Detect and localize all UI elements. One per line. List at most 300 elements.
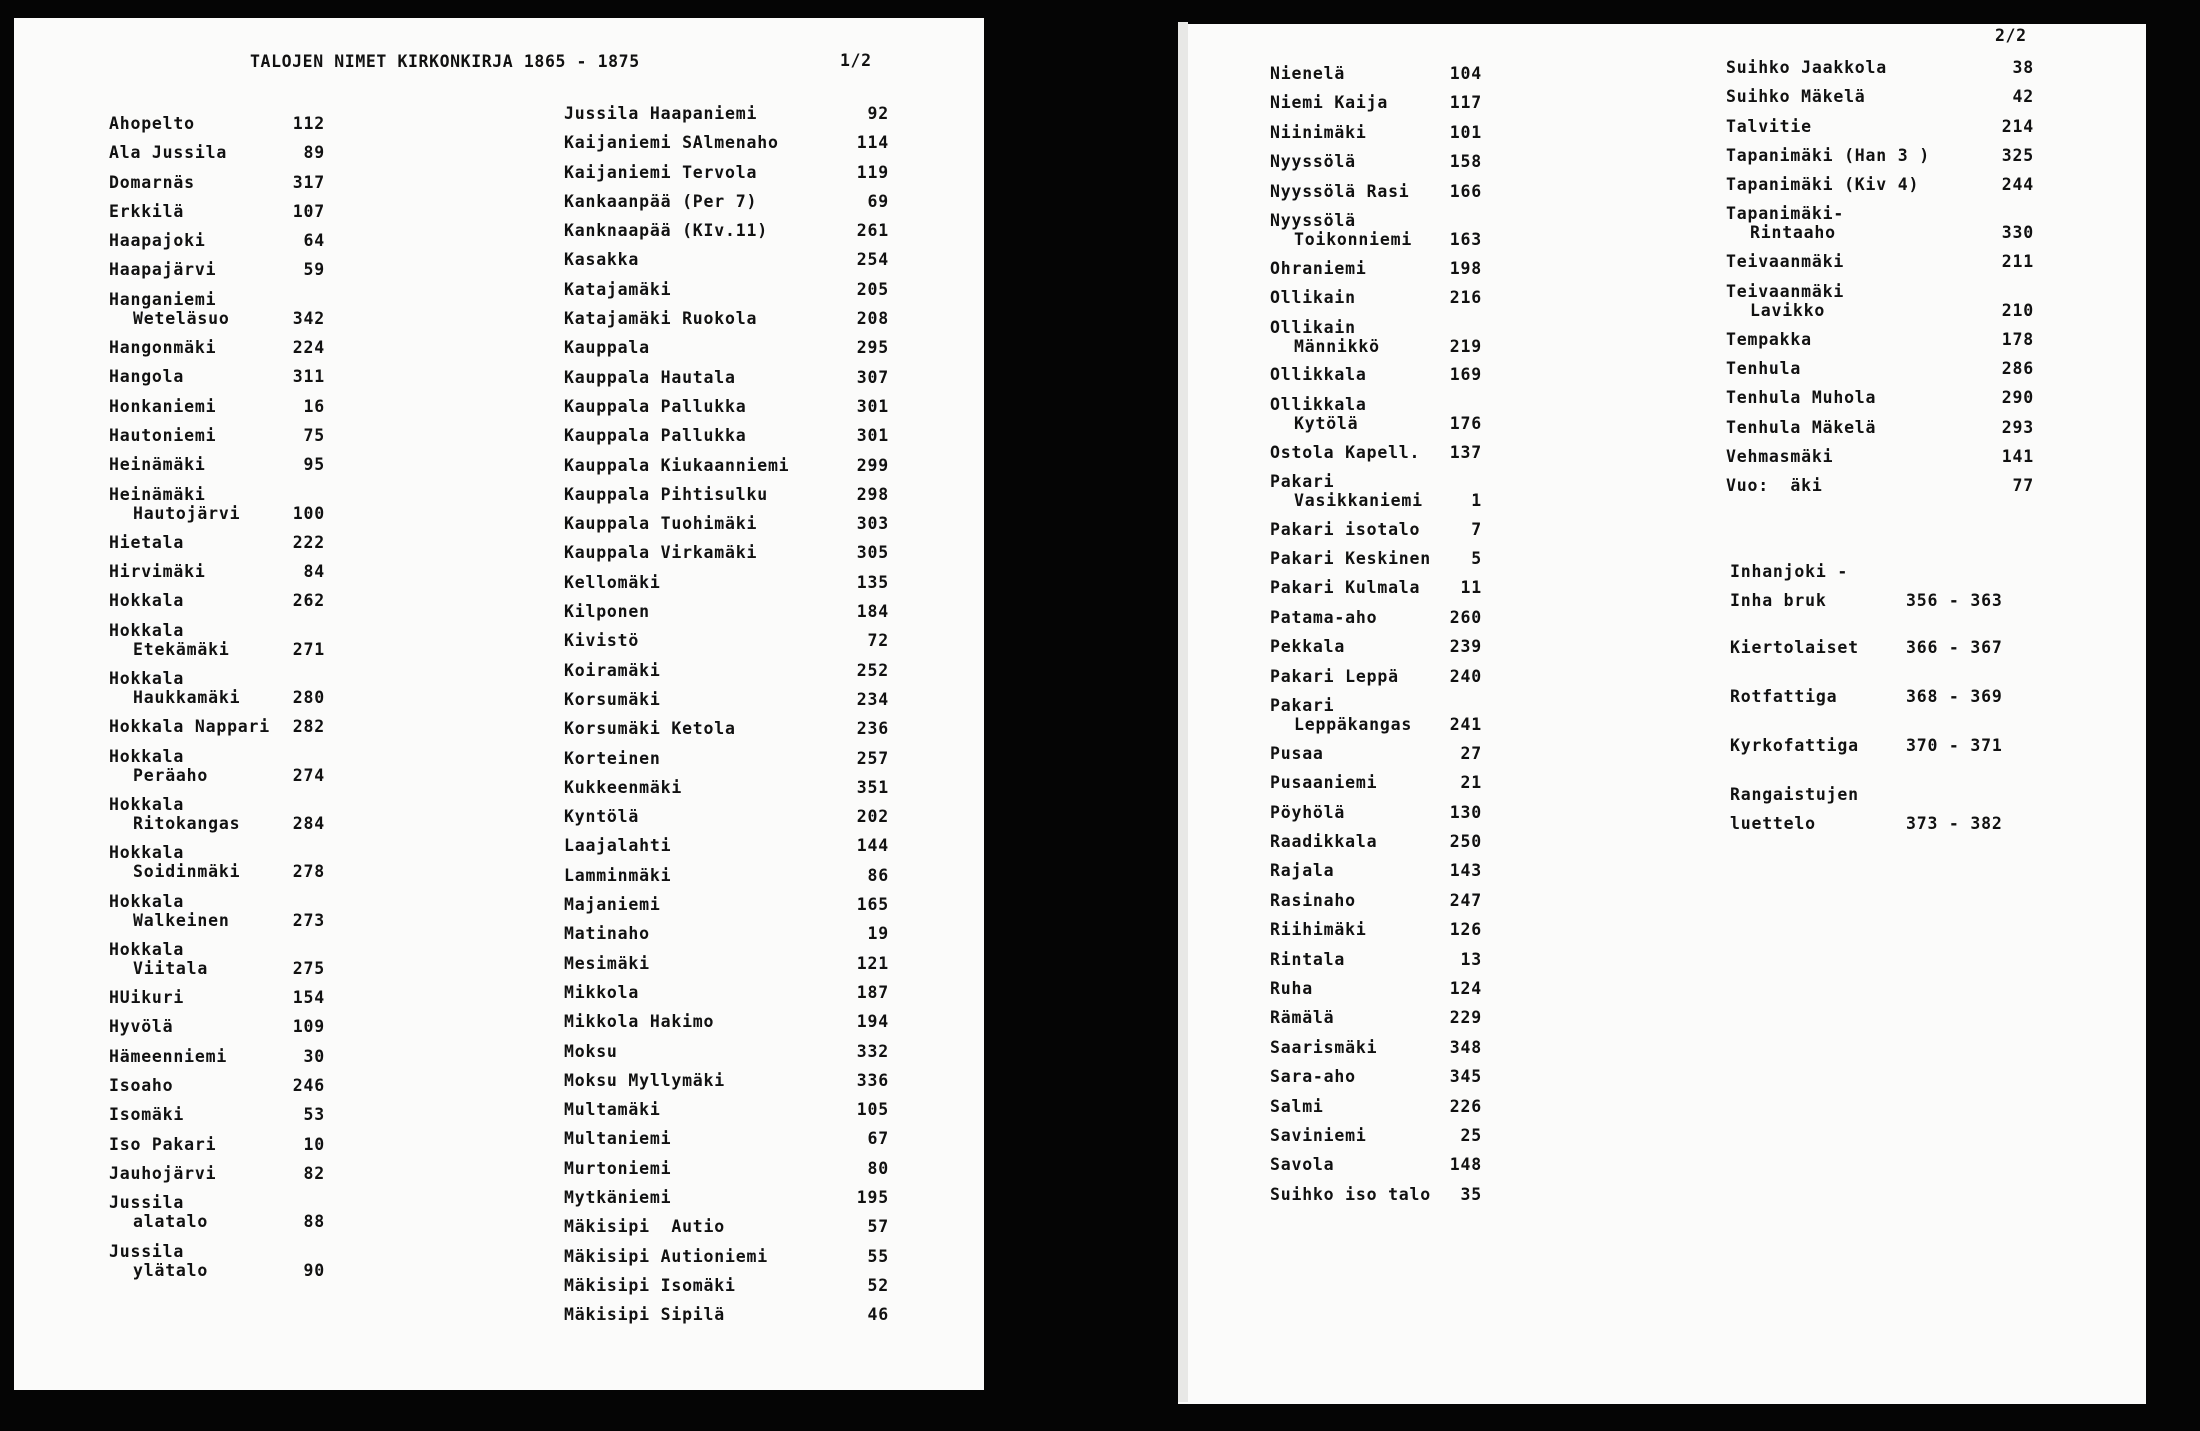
register-name: Rotfattiga: [1730, 687, 1838, 706]
document-page-1: [14, 18, 984, 1390]
page-ref: 124: [1449, 978, 1482, 998]
house-name: Katajamäki: [564, 279, 672, 299]
house-name-line-2: Vasikkaniemi: [1294, 490, 1423, 510]
register-name: Kiertolaiset: [1730, 638, 1859, 657]
list-item: [564, 514, 889, 533]
register-name-line-2: luettelo: [1730, 814, 1816, 833]
list-item: [564, 485, 889, 504]
list-item: [109, 892, 325, 930]
house-name: Hämeenniemi: [109, 1046, 228, 1066]
house-name: Kellomäki: [564, 572, 661, 592]
list-item: [564, 1247, 889, 1266]
list-item: [564, 1071, 889, 1090]
house-name: Pusaa: [1270, 743, 1324, 763]
list-item: [1726, 58, 2034, 77]
register-name-line-2: Inha bruk: [1730, 591, 1827, 610]
list-item: [109, 669, 325, 707]
page-ref: 184: [856, 602, 889, 622]
house-name-line-2: ylätalo: [133, 1260, 209, 1280]
page-ref: 178: [2001, 329, 2034, 349]
list-item: [564, 661, 889, 680]
house-list-column-1: [109, 114, 325, 1290]
house-name-line-2: Weteläsuo: [133, 308, 230, 328]
list-item: [1726, 388, 2034, 407]
house-name: Rasinaho: [1270, 890, 1356, 910]
list-item: [1270, 803, 1482, 822]
page-ref: 25: [1460, 1125, 1482, 1145]
page-ref: 246: [292, 1076, 325, 1096]
house-name: Tenhula Muhola: [1726, 388, 1877, 408]
list-item: [1726, 175, 2034, 194]
house-name: Hirvimäki: [109, 562, 206, 582]
page-ref: 67: [867, 1129, 889, 1149]
page-ref: 244: [2001, 175, 2034, 195]
list-item: [564, 1129, 889, 1148]
page-ref: 16: [303, 396, 325, 416]
house-name: Hangola: [109, 367, 185, 387]
house-name: Hokkala: [109, 620, 185, 640]
list-item: [109, 747, 325, 785]
house-name: Jussila: [109, 1241, 185, 1261]
house-name: Teivaanmäki: [1726, 281, 1845, 301]
house-name-line-2: Ritokangas: [133, 813, 241, 833]
list-item: [109, 485, 325, 523]
house-name: Hokkala: [109, 939, 185, 959]
house-name: Ollikkala: [1270, 394, 1367, 414]
list-item: [1730, 736, 2050, 755]
page-ref: 42: [2012, 87, 2034, 107]
list-item: [564, 895, 889, 914]
page-ref: 274: [292, 765, 325, 785]
house-name: Tapanimäki-: [1726, 204, 1845, 224]
list-item: [564, 836, 889, 855]
house-name-line-2: Hautojärvi: [133, 503, 241, 523]
page-ref: 317: [292, 172, 325, 192]
list-item: [564, 1042, 889, 1061]
house-name: Hautoniemi: [109, 425, 217, 445]
house-name: Kauppala Hautala: [564, 367, 736, 387]
page-ref: 273: [292, 910, 325, 930]
page-ref: 299: [856, 455, 889, 475]
house-name: Suihko iso talo: [1270, 1184, 1432, 1204]
page-ref: 252: [856, 660, 889, 680]
page-ref: 7: [1471, 519, 1482, 539]
house-name: Nyyssölä: [1270, 210, 1356, 230]
house-name: Iso Pakari: [109, 1134, 217, 1154]
page-ref: 89: [303, 143, 325, 163]
list-item: [1270, 1155, 1482, 1174]
list-item: [109, 455, 325, 474]
list-item: [1270, 93, 1482, 112]
page-ref: 27: [1460, 743, 1482, 763]
list-item: [109, 1047, 325, 1066]
special-registers-list: [1730, 562, 2050, 861]
house-name: Teivaanmäki: [1726, 252, 1845, 272]
list-item: [1270, 1067, 1482, 1086]
page-ref: 11: [1460, 578, 1482, 598]
list-item: [564, 749, 889, 768]
house-name: Rämälä: [1270, 1008, 1335, 1028]
house-name: Ahopelto: [109, 114, 195, 133]
list-item: [109, 1193, 325, 1231]
house-name: Hokkala: [109, 669, 185, 689]
house-name: Riihimäki: [1270, 920, 1367, 940]
page-ref: 332: [856, 1041, 889, 1061]
house-name: Talvitie: [1726, 116, 1812, 136]
list-item: [1270, 832, 1482, 851]
list-item: [109, 562, 325, 581]
page-ref: 351: [856, 777, 889, 797]
house-name: Tempakka: [1726, 329, 1812, 349]
list-item: [1270, 549, 1482, 568]
page-ref: 55: [867, 1246, 889, 1266]
page-ref: 165: [856, 895, 889, 915]
house-name: Mäkisipi Autioniemi: [564, 1246, 768, 1266]
page-range: 368 - 369: [1906, 687, 2003, 706]
house-name: Tenhula Mäkelä: [1726, 417, 1877, 437]
list-item: [109, 1105, 325, 1124]
house-name: Vuo: äki: [1726, 476, 1823, 496]
house-name: Kauppala Pihtisulku: [564, 484, 768, 504]
page-ref: 64: [303, 231, 325, 251]
house-name-line-2: Viitala: [133, 958, 209, 978]
house-name-line-2: Walkeinen: [133, 910, 230, 930]
house-name: Domarnäs: [109, 172, 195, 192]
register-name: Kyrkofattiga: [1730, 736, 1859, 755]
list-item: [1270, 667, 1482, 686]
house-name: Savola: [1270, 1155, 1335, 1175]
page-ref: 219: [1449, 336, 1482, 356]
house-name: Lamminmäki: [564, 865, 672, 885]
list-item: [1270, 123, 1482, 142]
house-list-column-3: [1270, 64, 1482, 1214]
house-name: Kaijaniemi Tervola: [564, 162, 758, 182]
list-item: [1270, 608, 1482, 627]
page-ref: 46: [867, 1305, 889, 1325]
page-ref: 250: [1449, 832, 1482, 852]
list-item: [564, 368, 889, 387]
page-ref: 236: [856, 719, 889, 739]
page-ref: 86: [867, 865, 889, 885]
house-name: Niinimäki: [1270, 122, 1367, 142]
list-item: [1270, 1185, 1482, 1204]
page-number: 1/2: [840, 51, 872, 70]
house-name: Ohraniemi: [1270, 258, 1367, 278]
house-name: Korteinen: [564, 748, 661, 768]
list-item: [564, 954, 889, 973]
house-name: Mesimäki: [564, 953, 650, 973]
house-name: Matinaho: [564, 924, 650, 944]
page-ref: 198: [1449, 258, 1482, 278]
house-list-column-4: [1726, 58, 2034, 506]
page-ref: 205: [856, 279, 889, 299]
house-name: Haapajärvi: [109, 260, 217, 280]
house-name: Kauppala Kiukaanniemi: [564, 455, 790, 475]
list-item: [1726, 146, 2034, 165]
house-name: Vehmasmäki: [1726, 446, 1834, 466]
house-name: Suihko Jaakkola: [1726, 58, 1888, 77]
list-item: [1270, 520, 1482, 539]
page-ref: 211: [2001, 252, 2034, 272]
house-name: Raadikkala: [1270, 832, 1378, 852]
list-item: [109, 173, 325, 192]
list-item: [564, 163, 889, 182]
house-name: Pekkala: [1270, 637, 1346, 657]
list-item: [1730, 687, 2050, 706]
house-name: Kyntölä: [564, 807, 640, 827]
page-ref: 135: [856, 572, 889, 592]
house-name: Kivistö: [564, 631, 640, 651]
page-ref: 21: [1460, 773, 1482, 793]
list-item: [1270, 744, 1482, 763]
list-item: [109, 843, 325, 881]
house-name: Honkaniemi: [109, 396, 217, 416]
list-item: [1726, 252, 2034, 271]
list-item: [1270, 318, 1482, 356]
page-ref: 19: [867, 924, 889, 944]
list-item: [109, 717, 325, 736]
house-name: Murtoniemi: [564, 1158, 672, 1178]
list-item: [109, 260, 325, 279]
list-item: [564, 573, 889, 592]
page-ref: 130: [1449, 802, 1482, 822]
list-item: [564, 924, 889, 943]
page-ref: 301: [856, 426, 889, 446]
house-name-line-2: Leppäkangas: [1294, 715, 1413, 735]
list-item: [109, 1242, 325, 1280]
list-item: [564, 631, 889, 650]
page-ref: 342: [292, 308, 325, 328]
page-ref: 88: [303, 1212, 325, 1232]
page-ref: 121: [856, 953, 889, 973]
house-name: Katajamäki Ruokola: [564, 309, 758, 329]
page-ref: 35: [1460, 1184, 1482, 1204]
list-item: [1726, 418, 2034, 437]
page-ref: 148: [1449, 1155, 1482, 1175]
list-item: [109, 940, 325, 978]
house-name: Moksu: [564, 1041, 618, 1061]
house-name: Moksu Myllymäki: [564, 1070, 726, 1090]
house-name: Korsumäki Ketola: [564, 719, 736, 739]
list-item: [109, 338, 325, 357]
page-ref: 307: [856, 367, 889, 387]
page-range: 356 - 363: [1906, 591, 2003, 610]
page-range: 366 - 367: [1906, 638, 2003, 657]
house-name: Mäkisipi Isomäki: [564, 1275, 736, 1295]
list-item: [564, 543, 889, 562]
page-ref: 247: [1449, 890, 1482, 910]
list-item: [1270, 395, 1482, 433]
page-ref: 144: [856, 836, 889, 856]
house-name: Ollikkala: [1270, 365, 1367, 385]
list-item: [1270, 443, 1482, 462]
list-item: [564, 1159, 889, 1178]
page-ref: 166: [1449, 181, 1482, 201]
list-item: [1726, 87, 2034, 106]
house-name: Nienelä: [1270, 64, 1346, 83]
list-item: [1270, 1038, 1482, 1057]
page-ref: 101: [1449, 122, 1482, 142]
house-name: Hietala: [109, 532, 185, 552]
house-name: Pakari isotalo: [1270, 519, 1421, 539]
page-ref: 290: [2001, 388, 2034, 408]
list-item: [1730, 562, 2050, 610]
list-item: [564, 133, 889, 152]
page-ref: 69: [867, 191, 889, 211]
list-item: [1270, 152, 1482, 171]
house-name: Kilponen: [564, 602, 650, 622]
house-name-line-2: Soidinmäki: [133, 862, 241, 882]
house-name-line-2: Etekämäki: [133, 639, 230, 659]
house-name: Hokkala Nappari: [109, 717, 271, 737]
page-ref: 163: [1449, 229, 1482, 249]
page-ref: 104: [1449, 64, 1482, 83]
list-item: [1270, 637, 1482, 656]
list-item: [1270, 365, 1482, 384]
house-name: Kauppala Pallukka: [564, 426, 747, 446]
list-item: [109, 367, 325, 386]
page-ref: 154: [292, 988, 325, 1008]
house-name: Rintala: [1270, 949, 1346, 969]
house-name-line-2: Peräaho: [133, 765, 209, 785]
house-name-line-2: Rintaaho: [1750, 223, 1836, 243]
house-name: Kauppala Virkamäki: [564, 543, 758, 563]
list-item: [564, 1305, 889, 1324]
house-name-line-2: Toikonniemi: [1294, 229, 1413, 249]
house-name-line-2: alatalo: [133, 1212, 209, 1232]
house-name: Ollikain: [1270, 288, 1356, 308]
page-ref: 90: [303, 1260, 325, 1280]
page-ref: 100: [292, 503, 325, 523]
page-ref: 194: [856, 1012, 889, 1032]
page-ref: 195: [856, 1187, 889, 1207]
house-name: Pöyhölä: [1270, 802, 1346, 822]
list-item: [109, 621, 325, 659]
house-name: Kaijaniemi SAlmenaho: [564, 133, 779, 153]
house-name: Multamäki: [564, 1100, 661, 1120]
list-item: [1726, 476, 2034, 495]
house-name: Kankaanpää (Per 7): [564, 191, 758, 211]
page-edge: [1178, 22, 1188, 1402]
page-ref: 330: [2001, 223, 2034, 243]
house-name: Kanknaapää (KIv.11): [564, 221, 768, 241]
list-item: [109, 202, 325, 221]
house-name: Hokkala: [109, 794, 185, 814]
list-item: [109, 1164, 325, 1183]
house-name: Tenhula: [1726, 359, 1802, 379]
page-ref: 262: [292, 591, 325, 611]
page-ref: 214: [2001, 116, 2034, 136]
page-ref: 117: [1449, 93, 1482, 113]
page-ref: 284: [292, 813, 325, 833]
page-ref: 305: [856, 543, 889, 563]
house-name: Mikkola: [564, 982, 640, 1002]
page-ref: 210: [2001, 300, 2034, 320]
house-name: Hokkala: [109, 591, 185, 611]
list-item: [109, 1017, 325, 1036]
page-ref: 109: [292, 1017, 325, 1037]
page-ref: 75: [303, 425, 325, 445]
house-name: Ostola Kapell.: [1270, 442, 1421, 462]
house-name: Ala Jussila: [109, 143, 228, 163]
page-ref: 293: [2001, 417, 2034, 437]
house-name: Laajalahti: [564, 836, 672, 856]
list-item: [564, 602, 889, 621]
house-name: Kauppala Pallukka: [564, 396, 747, 416]
house-name: Koiramäki: [564, 660, 661, 680]
list-item: [564, 456, 889, 475]
house-list-column-2: [564, 104, 889, 1334]
page-ref: 278: [292, 862, 325, 882]
list-item: [564, 1100, 889, 1119]
list-item: [1270, 861, 1482, 880]
page-ref: 84: [303, 562, 325, 582]
page-ref: 303: [856, 514, 889, 534]
list-item: [564, 690, 889, 709]
page-ref: 112: [292, 114, 325, 133]
house-name-line-2: Männikkö: [1294, 336, 1380, 356]
list-item: [564, 192, 889, 211]
page-ref: 275: [292, 958, 325, 978]
list-item: [1726, 282, 2034, 320]
house-name: Heinämäki: [109, 455, 206, 475]
house-name: Hokkala: [109, 746, 185, 766]
list-item: [109, 426, 325, 445]
page-ref: 59: [303, 260, 325, 280]
list-item: [109, 795, 325, 833]
list-item: [1270, 950, 1482, 969]
page-ref: 105: [856, 1100, 889, 1120]
list-item: [564, 426, 889, 445]
house-name: Mikkola Hakimo: [564, 1012, 715, 1032]
page-ref: 5: [1471, 549, 1482, 569]
page-range: 373 - 382: [1906, 814, 2003, 833]
list-item: [1270, 1126, 1482, 1145]
page-ref: 95: [303, 455, 325, 475]
page-ref: 298: [856, 484, 889, 504]
page-ref: 80: [867, 1158, 889, 1178]
house-name: Tapanimäki (Kiv 4): [1726, 175, 1920, 195]
list-item: [1726, 330, 2034, 349]
list-item: [1270, 472, 1482, 510]
page-ref: 52: [867, 1275, 889, 1295]
page-ref: 229: [1449, 1008, 1482, 1028]
house-name: Korsumäki: [564, 689, 661, 709]
page-ref: 222: [292, 532, 325, 552]
page-ref: 239: [1449, 637, 1482, 657]
list-item: [564, 807, 889, 826]
list-item: [1726, 359, 2034, 378]
page-ref: 114: [856, 133, 889, 153]
list-item: [564, 397, 889, 416]
page-ref: 240: [1449, 666, 1482, 686]
list-item: [109, 397, 325, 416]
house-name: Nyyssölä Rasi: [1270, 181, 1410, 201]
list-item: [564, 221, 889, 240]
page-ref: 141: [2001, 446, 2034, 466]
page-ref: 261: [856, 221, 889, 241]
house-name: Hokkala: [109, 891, 185, 911]
house-name-line-2: Lavikko: [1750, 300, 1826, 320]
house-name: Pakari Kulmala: [1270, 578, 1421, 598]
house-name: Hyvölä: [109, 1017, 174, 1037]
page-ref: 234: [856, 689, 889, 709]
page-ref: 77: [2012, 476, 2034, 496]
list-item: [564, 866, 889, 885]
page-ref: 187: [856, 982, 889, 1002]
house-name: Saarismäki: [1270, 1037, 1378, 1057]
list-item: [1730, 785, 2050, 833]
